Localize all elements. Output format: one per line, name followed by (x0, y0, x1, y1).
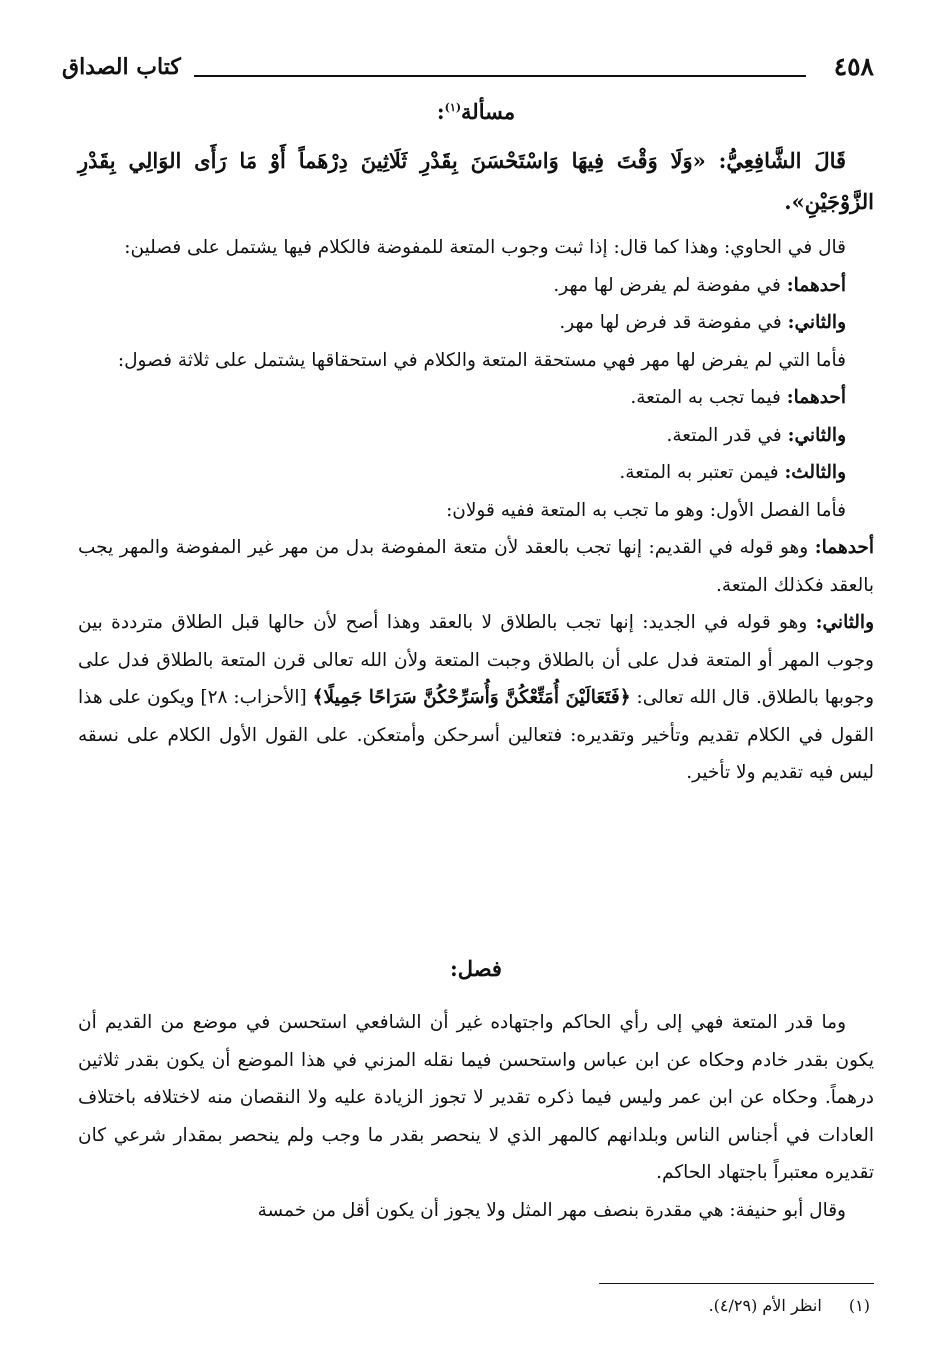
running-header (62, 52, 874, 92)
fasl-section (78, 1004, 874, 1229)
first-chapter-paragraph: فأما الفصل الأول: وهو ما تجب به المتعة ففيه قولان: (446, 499, 846, 521)
item-lead: أحدهما: (786, 274, 846, 296)
quran-reference: [الأحزاب: ٢٨] (200, 687, 307, 708)
item-text: في مفوضة قد فرض لها مهر. (559, 312, 782, 333)
commentary-section (78, 229, 874, 792)
list-item (78, 304, 874, 342)
item-text: فيما تجب به المتعة. (630, 387, 781, 408)
item-lead: أحدهما: (786, 387, 846, 408)
item-text: فيمن تعتبر به المتعة. (619, 462, 779, 483)
opinion-text-continued: ويكون على هذا القول في الكلام تقديم وتأخير وتقديره: فتعالين أسرحكن وأمتعكن. على القول الأول الكلام على نسقه ليس فيه تقديم ولا تأخير. (78, 687, 875, 783)
opinion-lead: أحدهما: (814, 537, 874, 558)
second-opinion (78, 604, 874, 792)
page-number: ٤٥٨ (833, 52, 874, 81)
shafii-quote (78, 140, 874, 222)
list-item (78, 417, 874, 455)
masala-colon: : (436, 99, 445, 124)
list-item (78, 267, 874, 305)
footnote-number: (١) (848, 1296, 870, 1315)
opinion-text: وهو قوله في الجديد: إنها تجب بالطلاق لا بالعقد وهذا أصح لأن حالها قبل الطلاق مترددة بين وجوب المهر أو المتعة فدل على أن بالطلاق وجبت المتعة ولأن الله تعالى قرن المتعة بالطلاق فدل على وجوبها بالطلاق. قال الله تعالى: (78, 612, 874, 708)
item-lead: والثاني: (787, 312, 846, 333)
footnote-ref[interactable]: (١) (444, 101, 462, 114)
fasl-paragraph-continued: وقال أبو حنيفة: هي مقدرة بنصف مهر المثل ولا يجوز أن يكون أقل من خمسة (257, 1199, 846, 1221)
item-text: في قدر المتعة. (666, 424, 782, 446)
list-item (78, 454, 874, 492)
quran-verse: ﴿فَتَعَالَيْنَ أُمَتِّعْكُنَّ وَأُسَرِّحْكُنَّ سَرَاحًا جَمِيلًا﴾ (312, 687, 631, 708)
intro-paragraph: قال في الحاوي: وهذا كما قال: إذا ثبت وجوب المتعة للمفوضة فالكلام فيها يشتمل على فصلين: (124, 237, 846, 258)
item-lead: والثاني: (787, 424, 846, 446)
header-rule (194, 75, 806, 77)
opinion-text: وهو قوله في القديم: إنها تجب بالعقد لأن متعة المفوضة بدل من مهر غير المفوضة والمهر يجب بالعقد فكذلك المتعة. (78, 537, 874, 596)
list-item (78, 379, 874, 417)
quote-speaker: قَالَ الشَّافِعِيُّ: (718, 148, 847, 173)
opinion-lead: والثاني: (815, 612, 874, 633)
first-opinion (78, 529, 874, 604)
quote-text: «وَلَا وَقْتَ فِيهَا وَاسْتَحْسَنَ بِقَدْرِ ثَلَاثِينَ دِرْهَماً أَوْ مَا رَأَى الوَالِي بِقَدْرِ الزَّوْجَيْنِ». (78, 148, 874, 214)
item-lead: والثالث: (784, 462, 846, 483)
footnote-text: انظر الأم (٤/٢٩). (708, 1296, 822, 1315)
fasl-heading: فصل: (450, 956, 502, 981)
item-text: في مفوضة لم يفرض لها مهر. (553, 274, 781, 296)
masala-heading (0, 99, 952, 124)
masala-title: مسألة (461, 99, 516, 124)
book-title: كتاب الصداق (62, 54, 181, 80)
footnote-rule (599, 1283, 874, 1284)
chapters-paragraph: فأما التي لم يفرض لها مهر فهي مستحقة المتعة والكلام في استحقاقها يشتمل على ثلاثة فصول: (117, 349, 846, 371)
footnote (709, 1296, 870, 1315)
fasl-paragraph: وما قدر المتعة فهي إلى رأي الحاكم واجتهاده غير أن الشافعي استحسن في موضع من القديم أن يكون بقدر خادم وحكاه عن ابن عباس واستحسن فيما نقله المزني في هذا الموضع أن يكون بقدر ثلاثين درهماً. وحكاه عن ابن عمر وليس فيما ذكره تقدير لا تجوز الزيادة عليه ولا النقصان منه لاختلافه باختلاف العادات في أجناس الناس وبلدانهم كالمهر الذي لا ينحصر بقدر ما وجب ولم ينحصر بمقدار شرعي كان تقديره معتبراً باجتهاد الحاكم. (78, 1012, 874, 1183)
